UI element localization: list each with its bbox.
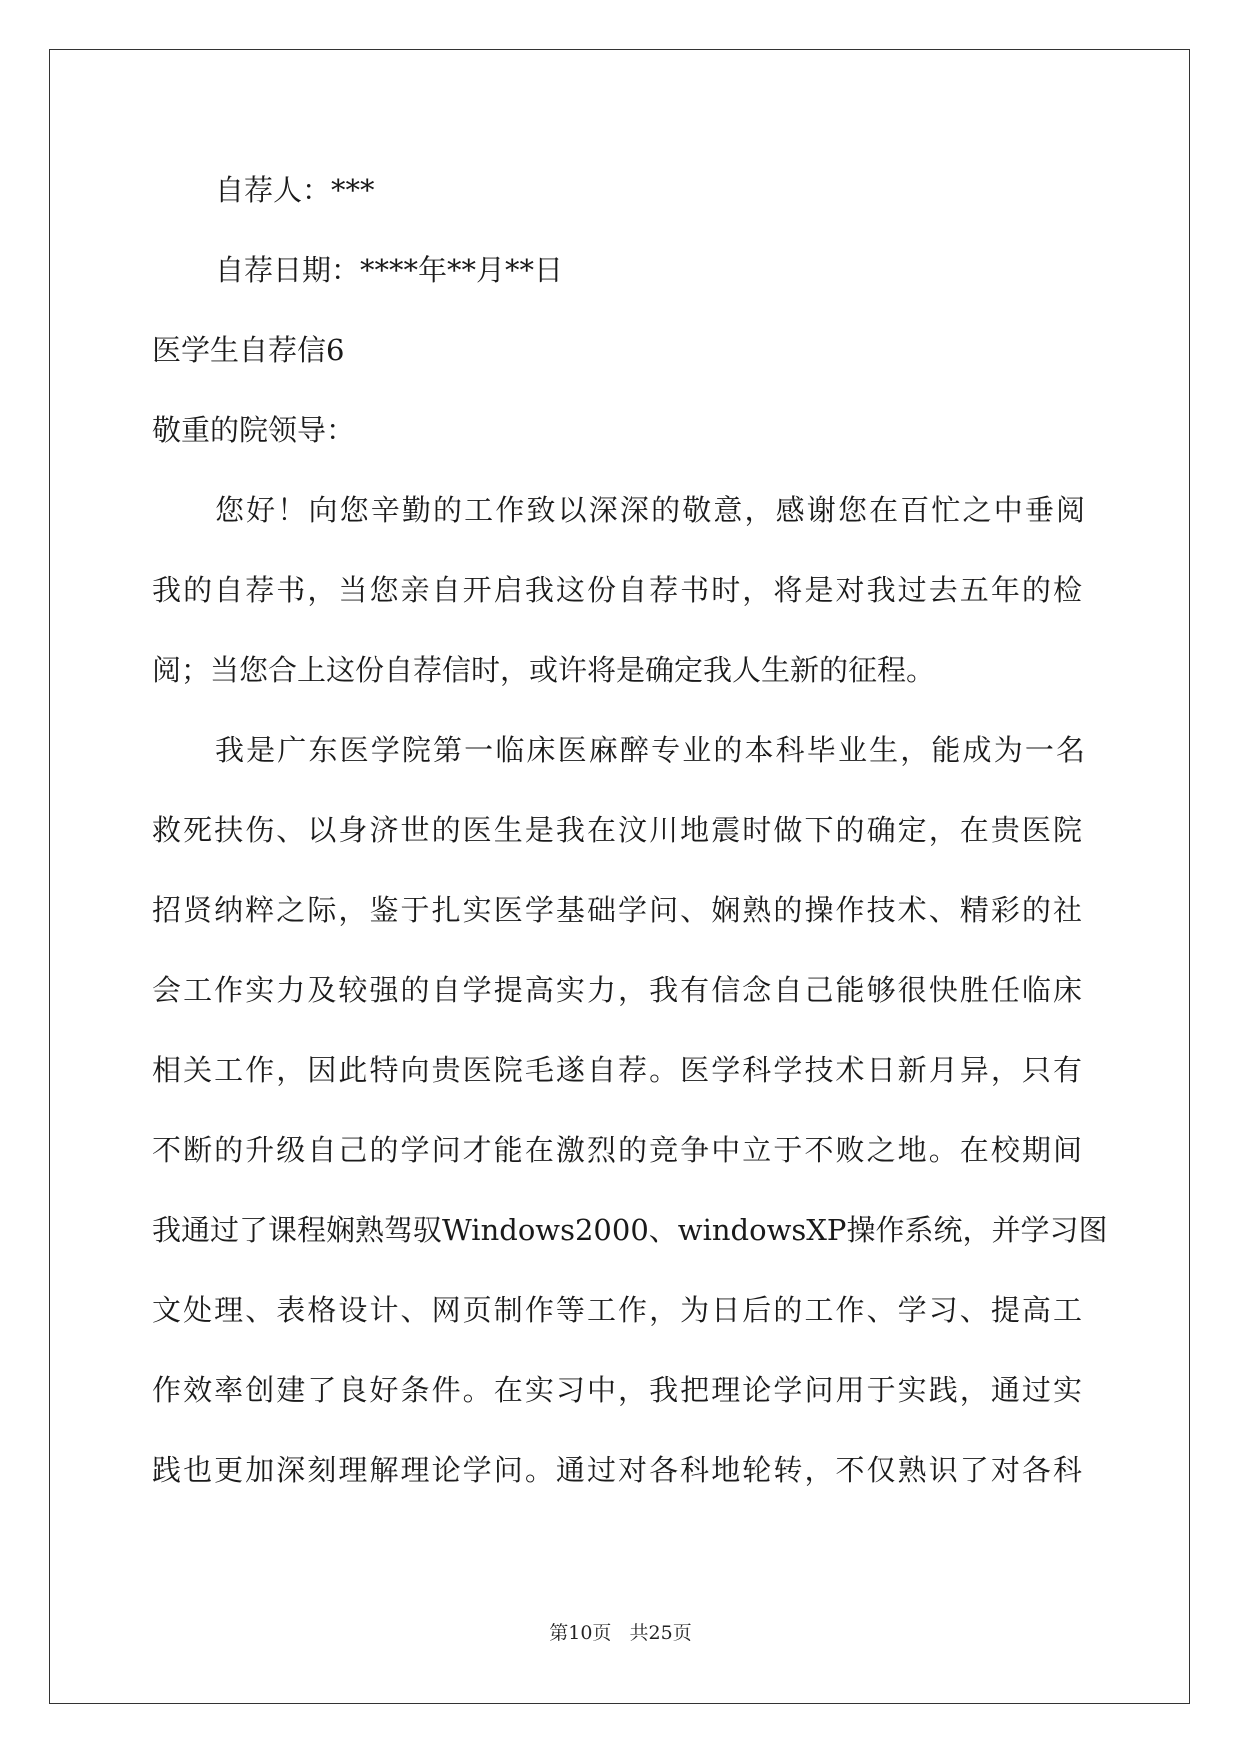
letter-title: 医学生自荐信6 (152, 333, 345, 367)
paragraph-line: 您好！向您辛勤的工作致以深深的敬意，感谢您在百忙之中垂阅 (215, 493, 1085, 527)
paragraph-line: 会工作实力及较强的自学提高实力，我有信念自己能够很快胜任临床 (152, 973, 1082, 1007)
paragraph-line: 文处理、表格设计、网页制作等工作，为日后的工作、学习、提高工 (152, 1293, 1082, 1327)
paragraph-line: 我通过了课程娴熟驾驭Windows2000、windowsXP操作系统，并学习图 (152, 1213, 1108, 1247)
paragraph-line: 阅；当您合上这份自荐信时，或许将是确定我人生新的征程。 (152, 653, 936, 687)
paragraph-line: 不断的升级自己的学问才能在激烈的竞争中立于不败之地。在校期间 (152, 1133, 1082, 1167)
paragraph-line: 救死扶伤、以身济世的医生是我在汶川地震时做下的确定，在贵医院 (152, 813, 1082, 847)
salutation: 敬重的院领导： (152, 413, 356, 447)
paragraph-line: 作效率创建了良好条件。在实习中，我把理论学问用于实践，通过实 (152, 1373, 1082, 1407)
recommender-line: 自荐人：*** (215, 173, 375, 207)
paragraph-line: 相关工作，因此特向贵医院毛遂自荐。医学科学技术日新月异，只有 (152, 1053, 1082, 1087)
paragraph-line: 践也更加深刻理解理论学问。通过对各科地轮转，不仅熟识了对各科 (152, 1453, 1082, 1487)
paragraph-line: 招贤纳粹之际，鉴于扎实医学基础学问、娴熟的操作技术、精彩的社 (152, 893, 1082, 927)
paragraph-line: 我的自荐书，当您亲自开启我这份自荐书时，将是对我过去五年的检 (152, 573, 1082, 607)
page-number: 第10页 共25页 (549, 1622, 692, 1644)
date-line: 自荐日期：****年**月**日 (215, 253, 564, 287)
paragraph-line: 我是广东医学院第一临床医麻醉专业的本科毕业生，能成为一名 (215, 733, 1085, 767)
